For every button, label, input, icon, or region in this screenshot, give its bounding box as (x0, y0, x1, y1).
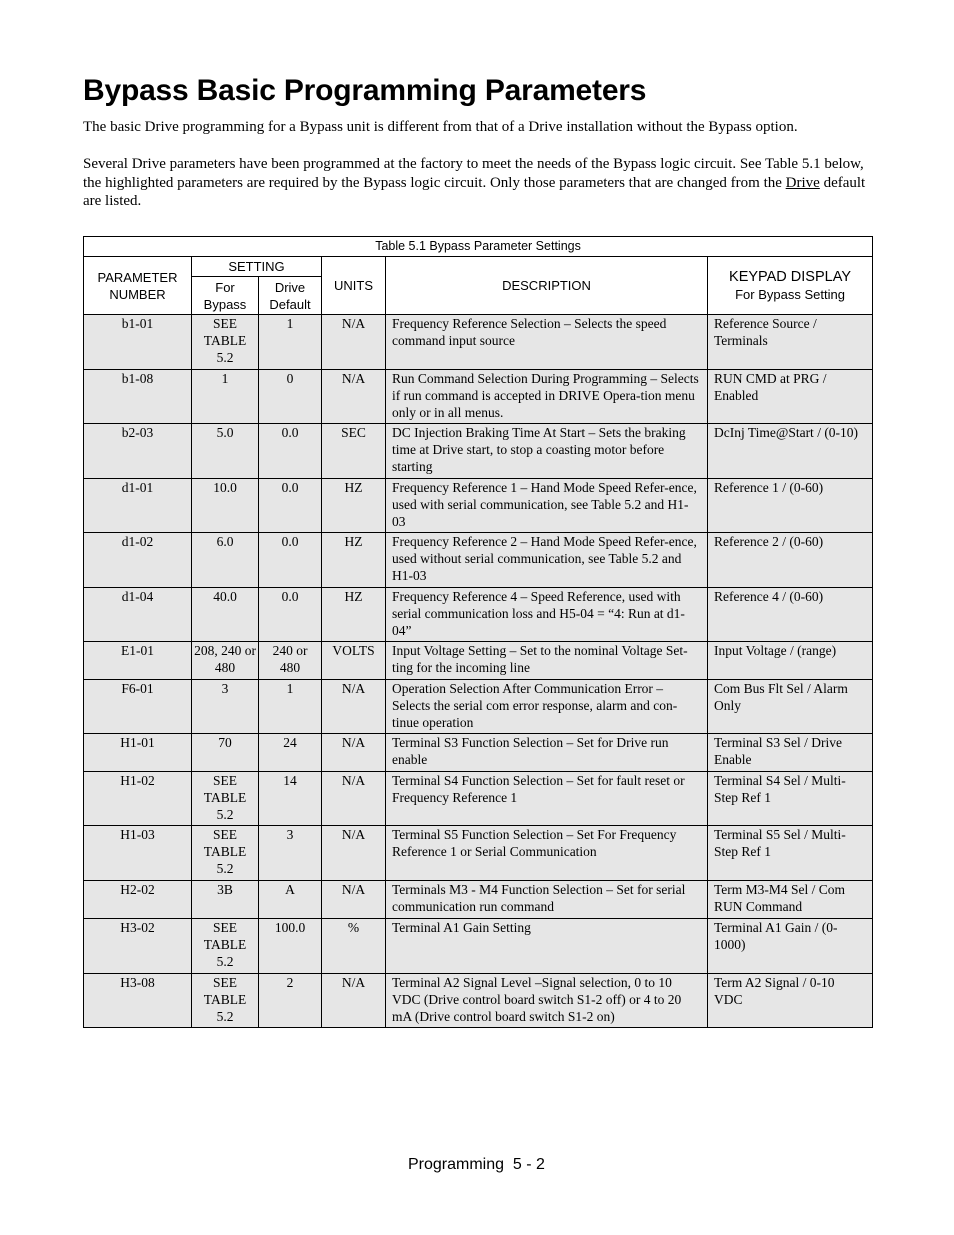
cell-keypad-display: Terminal A1 Gain / (0-1000) (708, 919, 873, 974)
cell-description: Terminal S4 Function Selection – Set for fault reset or Frequency Reference 1 (386, 772, 708, 826)
cell-description: Terminal A1 Gain Setting (386, 919, 708, 974)
cell-keypad-display: Reference 1 / (0-60) (708, 479, 873, 533)
cell-units: HZ (322, 533, 386, 588)
table-row (84, 772, 873, 826)
cell-drive-default: 1 (259, 680, 322, 734)
cell-for-bypass: 208, 240 or 480 (192, 642, 259, 680)
header-for-bypass: For Bypass (192, 277, 259, 315)
table-row (84, 479, 873, 533)
cell-for-bypass: 10.0 (192, 479, 259, 533)
table-row (84, 734, 873, 772)
cell-units: SEC (322, 424, 386, 479)
cell-for-bypass: SEE TABLE 5.2 (192, 315, 259, 370)
cell-for-bypass: 70 (192, 734, 259, 772)
cell-parameter: H1-02 (84, 772, 192, 826)
cell-description: Terminals M3 - M4 Function Selection – Set for serial communication run command (386, 881, 708, 919)
page-footer: Programming 5 - 2 (408, 1156, 545, 1173)
cell-units: HZ (322, 588, 386, 642)
cell-units: N/A (322, 974, 386, 1028)
cell-keypad-display: Input Voltage / (range) (708, 642, 873, 680)
cell-drive-default: 1 (259, 315, 322, 370)
header-setting: SETTING (192, 257, 322, 277)
cell-units: % (322, 919, 386, 974)
cell-units: N/A (322, 772, 386, 826)
table-body (84, 315, 873, 1028)
table-row (84, 370, 873, 424)
cell-units: VOLTS (322, 642, 386, 680)
description-paragraph (83, 155, 873, 211)
cell-parameter: H3-02 (84, 919, 192, 974)
cell-description: Frequency Reference Selection – Selects the speed command input source (386, 315, 708, 370)
cell-units: N/A (322, 826, 386, 881)
table-row (84, 826, 873, 881)
table-row (84, 533, 873, 588)
header-keypad-title: KEYPAD DISPLAY (729, 268, 851, 285)
cell-for-bypass: SEE TABLE 5.2 (192, 919, 259, 974)
cell-keypad-display: Term M3-M4 Sel / Com RUN Command (708, 881, 873, 919)
cell-units: N/A (322, 680, 386, 734)
header-keypad-display (708, 257, 873, 315)
cell-for-bypass: SEE TABLE 5.2 (192, 772, 259, 826)
cell-for-bypass: 5.0 (192, 424, 259, 479)
cell-parameter: E1-01 (84, 642, 192, 680)
cell-description: Frequency Reference 2 – Hand Mode Speed Refer-ence, used without serial communication, see Table 5.2 and H1-03 (386, 533, 708, 588)
cell-keypad-display: Reference Source / Terminals (708, 315, 873, 370)
cell-for-bypass: 40.0 (192, 588, 259, 642)
cell-keypad-display: RUN CMD at PRG / Enabled (708, 370, 873, 424)
cell-parameter: b2-03 (84, 424, 192, 479)
header-keypad-subtitle: For Bypass Setting (735, 286, 845, 302)
cell-keypad-display: Terminal S4 Sel / Multi-Step Ref 1 (708, 772, 873, 826)
cell-parameter: b1-08 (84, 370, 192, 424)
table-row (84, 974, 873, 1028)
cell-description: Input Voltage Setting – Set to the nominal Voltage Set-ting for the incoming line (386, 642, 708, 680)
table-caption: Table 5.1 Bypass Parameter Settings (84, 237, 873, 257)
intro-paragraph: The basic Drive programming for a Bypass unit is different from that of a Drive installation without the Bypass option. (83, 119, 798, 135)
cell-keypad-display: Com Bus Flt Sel / Alarm Only (708, 680, 873, 734)
cell-keypad-display: Term A2 Signal / 0-10 VDC (708, 974, 873, 1028)
table-row (84, 919, 873, 974)
drive-link[interactable]: Drive (785, 174, 820, 191)
cell-units: N/A (322, 315, 386, 370)
cell-drive-default: 100.0 (259, 919, 322, 974)
table-row (84, 881, 873, 919)
cell-parameter: H1-03 (84, 826, 192, 881)
cell-drive-default: 0.0 (259, 588, 322, 642)
cell-description: Terminal A2 Signal Level –Signal selection, 0 to 10 VDC (Drive control board switch S1-2 off) or 4 to 20 mA (Drive control board switch S1-2 on) (386, 974, 708, 1028)
cell-drive-default: 14 (259, 772, 322, 826)
cell-description: Run Command Selection During Programming – Selects if run command is accepted in DRIVE Opera-tion menu only or in all menus. (386, 370, 708, 424)
cell-description: Frequency Reference 4 – Speed Reference, used with serial communication loss and H5-04 = “4: Run at d1-04” (386, 588, 708, 642)
cell-units: N/A (322, 370, 386, 424)
cell-for-bypass: 1 (192, 370, 259, 424)
cell-parameter: d1-02 (84, 533, 192, 588)
cell-keypad-display: Reference 2 / (0-60) (708, 533, 873, 588)
cell-for-bypass: SEE TABLE 5.2 (192, 974, 259, 1028)
table-row (84, 588, 873, 642)
table-row (84, 424, 873, 479)
cell-parameter: d1-01 (84, 479, 192, 533)
cell-keypad-display: Terminal S3 Sel / Drive Enable (708, 734, 873, 772)
cell-drive-default: A (259, 881, 322, 919)
header-parameter-number: PARAMETER NUMBER (84, 257, 192, 315)
cell-for-bypass: 3B (192, 881, 259, 919)
description-text-before: Several Drive parameters have been programmed at the factory to meet the needs of the Bypass logic circuit. See Table 5.1 below, the highlighted parameters are required by the Bypass logic circuit. Only those parameters that are changed from the (83, 156, 864, 191)
table-row (84, 642, 873, 680)
cell-parameter: H1-01 (84, 734, 192, 772)
cell-drive-default: 0.0 (259, 424, 322, 479)
cell-keypad-display: Reference 4 / (0-60) (708, 588, 873, 642)
header-drive-default: Drive Default (259, 277, 322, 315)
cell-drive-default: 2 (259, 974, 322, 1028)
description-text-after: default are listed. (83, 174, 866, 209)
cell-parameter: H3-08 (84, 974, 192, 1028)
page-title: Bypass Basic Programming Parameters (83, 74, 647, 107)
cell-for-bypass: SEE TABLE 5.2 (192, 826, 259, 881)
cell-for-bypass: 3 (192, 680, 259, 734)
cell-drive-default: 240 or 480 (259, 642, 322, 680)
header-description: DESCRIPTION (386, 257, 708, 315)
cell-drive-default: 0.0 (259, 533, 322, 588)
cell-parameter: d1-04 (84, 588, 192, 642)
cell-drive-default: 24 (259, 734, 322, 772)
cell-drive-default: 3 (259, 826, 322, 881)
cell-units: N/A (322, 881, 386, 919)
cell-units: HZ (322, 479, 386, 533)
cell-parameter: H2-02 (84, 881, 192, 919)
cell-for-bypass: 6.0 (192, 533, 259, 588)
table-row (84, 315, 873, 370)
cell-drive-default: 0 (259, 370, 322, 424)
table-row (84, 680, 873, 734)
header-units: UNITS (322, 257, 386, 315)
cell-keypad-display: Terminal S5 Sel / Multi-Step Ref 1 (708, 826, 873, 881)
cell-units: N/A (322, 734, 386, 772)
cell-description: DC Injection Braking Time At Start – Sets the braking time at Drive start, to stop a coasting motor before starting (386, 424, 708, 479)
cell-description: Operation Selection After Communication Error – Selects the serial com error response, alarm and con-tinue operation (386, 680, 708, 734)
cell-description: Frequency Reference 1 – Hand Mode Speed Refer-ence, used with serial communication, see Table 5.2 and H1-03 (386, 479, 708, 533)
cell-keypad-display: DcInj Time@Start / (0-10) (708, 424, 873, 479)
cell-parameter: b1-01 (84, 315, 192, 370)
bypass-parameter-table (83, 236, 873, 1028)
cell-description: Terminal S5 Function Selection – Set For Frequency Reference 1 or Serial Communication (386, 826, 708, 881)
cell-description: Terminal S3 Function Selection – Set for Drive run enable (386, 734, 708, 772)
cell-drive-default: 0.0 (259, 479, 322, 533)
cell-parameter: F6-01 (84, 680, 192, 734)
